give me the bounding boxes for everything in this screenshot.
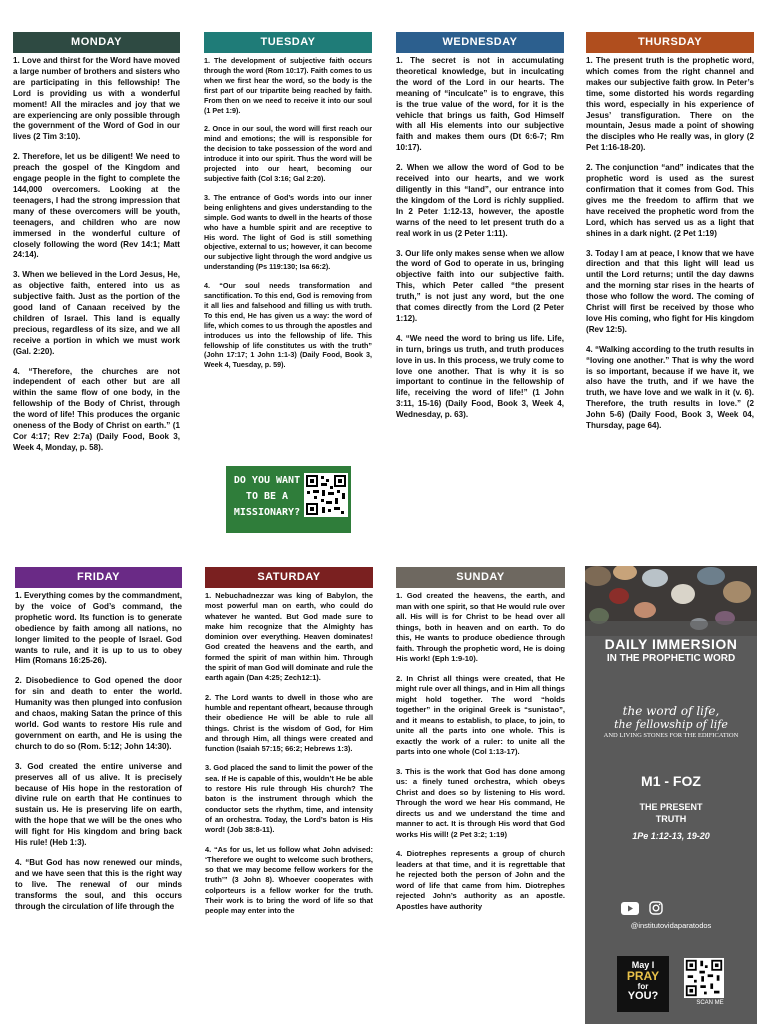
paragraph: 1. The development of subjective faith occurs through the word (Rom 10:17). Faith comes to us when we first hear the word, so the body is the first part of our tripartite being reached by faith. From then on we need to receive it into our soul (1 Pet 1:9).: [204, 56, 372, 115]
social-handle[interactable]: @institutovidaparatodos: [630, 921, 712, 930]
paragraph: 4. “Walking according to the truth results in “loving one another.” That is why the word is so important, because if we have it, we also have the truth, and if we have the truth, we have love and we walk in it (v. 6). Therefore, the truth results in love.” (2 John 5-6) (Daily Food, Book 3, Week 04, Thursday, page 64).: [586, 344, 754, 431]
day-header-saturday: SATURDAY: [205, 567, 373, 588]
paragraph: 2. Disobedience to God opened the door for sin and death to enter the world. Humanity was then plunged into confusion and chaos, making Satan the prince of this world. God wants to restore His rule and government on earth, and He is using the church to do so (Rom. 5:12; John 14:30).: [15, 676, 182, 751]
day-body-monday: [13, 56, 180, 454]
day-body-tuesday: [204, 56, 372, 370]
tuesday-column: [204, 32, 372, 462]
paragraph: 2. The Lord wants to dwell in those who are humble and repentant ofheart, because through their obedience He will be able to rule all things. Christ is the wisdom of God, for Him and through Him, all things were created and function (Isaiah 57:15; 66:2; Hebrews 1:3).: [205, 692, 373, 754]
sunday-column: [396, 567, 565, 1024]
pray-line-3: for: [637, 982, 649, 991]
paragraph: 3. This is the work that God has done among us: a finely tuned orchestra, which obeys Christ and does so by listening to His word. Through the word we hear His command, He directs us and we understand the time and manner to act. It is through His word that God works His will! (2 Pet 3:2; 1:19): [396, 766, 565, 839]
paragraph: 2. In Christ all things were created, that He might rule over all things, and in Him all things might hold together. The word “holds together” in the original Greek is “sunistao”, and it means to establish, to place, to join, to unite all the parts into one whole. This is exactly the work of a ruler: to unite all the parts into one whole (Col 1:13-17).: [396, 673, 565, 756]
scan-me-label: SCAN ME: [696, 1000, 724, 1006]
paragraph: 1. The secret is not in accumulating theoretical knowledge, but in inculcating the word of the Lord in our hearts. The meaning of “inculcate” is to engrave, this is the true value of the word, for it is the vehicle that brings us faith, God Himself with all His elements into our subjective faith and makes them ours (Dt 6:6-7; Rm 10:17).: [396, 56, 564, 153]
script-line-2: the fellowship of life: [614, 718, 728, 731]
paragraph: 4. “But God has now renewed our minds, and we have seen that this is the right way to live. The renewal of our minds transforms the soul, and this occurs through the circulation of life through the: [15, 857, 182, 911]
day-header-wednesday: WEDNESDAY: [396, 32, 564, 53]
paragraph: 4. “We need the word to bring us life. Life, in turn, brings us truth, and truth produces love in us. In this process, we truly come to love one another. That is why it is so important to continue in the fellowship of life, receiving the word of life!” (1 John 3:11, 15-16) (Daily Food, Book 3, Week 4, Wednesday, p. 63).: [396, 333, 564, 420]
daily-immersion-panel: [585, 566, 757, 1024]
paragraph: 1. Love and thirst for the Word have moved a large number of brothers and sisters who are participating in this fellowship! The Lord is providing us with a wonderful moment! All the miracles and joy that we are experiencing are only possible through the government of the Word of God in our lives (2 Tim 3:10).: [13, 56, 180, 142]
bible-reference: 1Pe 1:12-13, 19-20: [632, 831, 710, 841]
paragraph: 2. When we allow the word of God to be received into our hearts, and we work diligently in this “land”, our entrance into the kingdom of the Lord is richly supplied. In 2 Peter 1:12-13, however, the apostle warns of the need to let present truth do a real work in us (2 Peter 1:11).: [396, 163, 564, 238]
pray-line-4: YOU?: [627, 990, 659, 1002]
tagline: AND LIVING STONES FOR THE EDIFICATION: [603, 732, 739, 739]
paragraph: 3. When we believed in the Lord Jesus, He, as objective faith, entered into us as subjective faith. Just as the portion of the good land of Canaan received by the children of Israel. This land is equally precious, regardless of its size, and we all receive a portion in which we must work (Gal. 2:20).: [13, 270, 180, 356]
missionary-text: DO YOU WANT TO BE A MISSIONARY?: [233, 475, 301, 518]
thursday-column: [586, 32, 754, 552]
paragraph: 3. God placed the sand to limit the power of the sea. If He is capable of this, wouldn’t He be able to restore His rule through His church? The baton is the instrument through which the conductor sets the rhythm, time, and intensity of an orchestra. Today, the Lord’s baton is His word! (Job 38:8-11).: [205, 763, 373, 835]
day-header-friday: FRIDAY: [15, 567, 182, 588]
paragraph: 4. Diotrephes represents a group of church leaders at that time, and it is regrettable that he rejected both the person of John and the word of life that came from him. Diotrephes rejected John’s authority as an apostle. Apostles have authority: [396, 849, 565, 911]
day-header-tuesday: TUESDAY: [204, 32, 372, 53]
prayer-qr-code-icon[interactable]: [684, 958, 724, 998]
paragraph: 2. The conjunction “and” indicates that the prophetic word is used as the surest confirmation that it comes from God. This gives me the freedom to affirm that we have received the prophetic word from the Lord, which has served us as a light that shines in a dark night. (2 Pet 1:19): [586, 163, 754, 238]
day-body-wednesday: [396, 56, 564, 421]
theme-line-2: TRUTH: [655, 814, 687, 824]
day-body-sunday: [396, 591, 565, 912]
day-body-friday: [15, 591, 182, 912]
paragraph: 4. “Therefore, the churches are not independent of each other but are all within the same flow of one body, in the fellowship of the Body of Christ, through the word of life! This produces the organic oneness of the Body of Christ on earth.” (1 Cor 4:17; Rev 2:7a) (Daily Food, Book 3, Week 4, Monday, p. 58).: [13, 366, 180, 452]
monday-column: [13, 32, 180, 552]
paragraph: 3. The entrance of God’s words into our inner being enlightens and gives understanding to the simple. God wants to dwell in the hearts of those who have a humble spirit and are receptive to His word. The light of God is still something objective, external to us; however, it can become our subjective light through the word andgive us understanding (Ps 119:130; Isa 66:2).: [204, 192, 372, 272]
youtube-icon[interactable]: [621, 902, 639, 915]
paragraph: 2. Once in our soul, the word will first reach our mind and emotions; the will is responsible for the decision to take possession of the word and introduce it into our spirit. Thus the word will be projected into our heart, becoming our subjective faith (Col 3:16; Gal 2:20).: [204, 124, 372, 183]
paragraph: 1. Nebuchadnezzar was king of Babylon, the most powerful man on earth, who could do whatever he wanted. But God made sure to make him recognize that the Almighty has dominion over everything. Heaven dominates! God created the heavens and the earth, and formed the spirit of man within him. Through the spirit of man God will dominate and rule the earth again (Dan 4:25; Zech12:1).: [205, 591, 373, 683]
paragraph: 1. God created the heavens, the earth, and man with one spirit, so that He would rule over all. His will is for Christ to be head over all things, both in heaven and on earth. To do this, He wants to produce obedience through faith. Through the prophetic word, He is doing His work! (Eph 1:9-10).: [396, 591, 565, 663]
paragraph: 1. The present truth is the prophetic word, which comes from the right channel and makes our subjective faith grow. In Peter’s time, some distorted his words regarding this word, especially in his experience of Jesus’ transfiguration. There on the mountain, Jesus made a point of showing the disciples who He really was, in glory (2 Pet 1:16-18-20).: [586, 56, 754, 153]
missionary-qr-promo[interactable]: [226, 466, 351, 533]
panel-code: M1 - FOZ: [641, 773, 701, 789]
panel-title: DAILY IMMERSION: [604, 636, 738, 652]
pray-for-you-card[interactable]: [617, 956, 669, 1012]
day-header-monday: MONDAY: [13, 32, 180, 53]
script-line-1: the word of life,: [622, 704, 720, 718]
pray-line-1: May I: [631, 960, 655, 970]
qr-code-icon[interactable]: [304, 473, 348, 517]
panel-subtitle: IN THE PROPHETIC WORD: [606, 653, 736, 664]
paragraph: 2. Therefore, let us be diligent! We need to preach the gospel of the Kingdom and engage people in the fight to complete the 144,000 overcomers. Looking at the teenagers, I had the strong impression that many of these overcomers will be youth, teenagers, and children who are now immersed in the wonderful culture of closely following the word (Rev 14:1; Matt 24:14).: [13, 152, 180, 260]
day-body-saturday: [205, 591, 373, 917]
pray-line-2: PRAY: [626, 969, 660, 983]
saturday-column: [205, 567, 373, 1024]
paragraph: 3. Today I am at peace, I know that we have direction and that this light will lead us until the Lord returns; until the day dawns and the morning star rises in the hearts of those who follow the word. The coming of Christ will first be received by those who love His coming, who fight for His kingdom (Rev 12:5).: [586, 248, 754, 334]
paragraph: 4. “Our soul needs transformation and sanctification. To this end, God is removing from it all lies and falsehood and filling us with truth. To this end, He has given us a way: the word of life, which comes to us through the apostles and introduces us into the fellowship of life. This fellowship of life constitutes us with the truth” (John 17:17; 1 John 1:1-3) (Daily Food, Book 3, Week 4, Tuesday, p. 59).: [204, 281, 372, 370]
day-header-thursday: THURSDAY: [586, 32, 754, 53]
day-header-sunday: SUNDAY: [396, 567, 565, 588]
wednesday-column: [396, 32, 564, 552]
friday-column: [15, 567, 182, 1024]
paragraph: 4. “As for us, let us follow what John advised: ‘Therefore we ought to welcome such brothers, so that we may become fellow workers for the truth’” (3 John 8). Whoever cooperates with colporteurs is a fellow worker for the truth. Their work is to bring the word of life so that people may enter into the: [205, 844, 373, 916]
paragraph: 3. Our life only makes sense when we allow the word of God to operate in us, bringing objective faith into our subjective faith. This, which Peter called “the present truth,” is not just any word, but the one that comes directly from the Lord (2 Peter 1:12).: [396, 248, 564, 323]
paragraph: 1. Everything comes by the commandment, by the voice of God’s command, the prophetic word. Its function is to generate obedience by faith among all nations, no longer limited to the people of Israel. God wants to rule, and it is up to us to obey Him (Romans 16:25-26).: [15, 591, 182, 666]
day-body-thursday: [586, 56, 754, 432]
instagram-icon[interactable]: [649, 901, 663, 915]
theme-line-1: THE PRESENT: [639, 802, 703, 812]
stones-decoration: [585, 566, 757, 636]
paragraph: 3. God created the entire universe and preserves all of us alive. It is precisely because of His hope in the restoration of divine rule on earth that He continues to sustain us. He is preserving life on earth, with the hope that we will be the ones who will fight for His kingdom and bring back His rule! (Heb 1:3).: [15, 761, 182, 848]
